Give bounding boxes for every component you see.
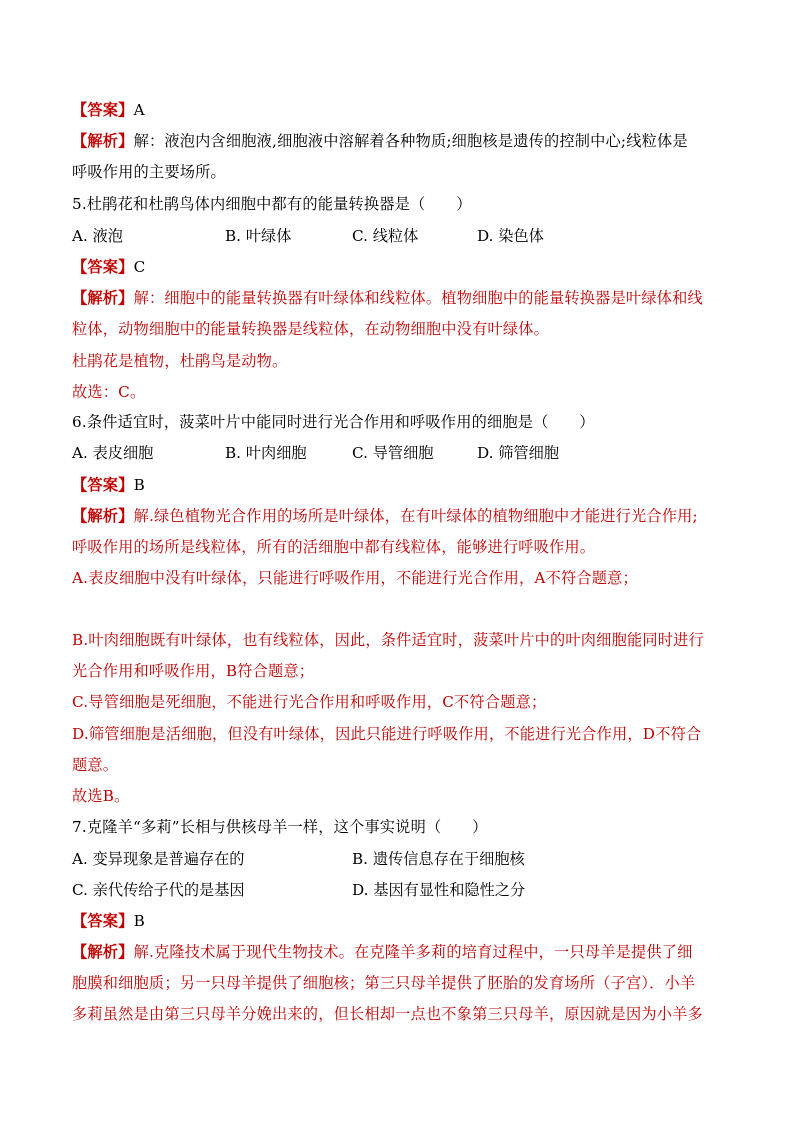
option-a: A. 液泡 bbox=[72, 227, 123, 245]
analysis-line: C.导管细胞是死细胞，不能进行光合作用和呼吸作用，C不符合题意； bbox=[72, 693, 547, 711]
option-d: D. 筛管细胞 bbox=[477, 444, 560, 462]
analysis-line: D.筛管细胞是活细胞，但没有叶绿体，因此只能进行呼吸作用，不能进行光合作用，D不符合 bbox=[72, 725, 702, 743]
analysis-line: 【解析】解：液泡内含细胞液,细胞液中溶解着各种物质;细胞核是遗传的控制中心;线粒体是 bbox=[72, 132, 688, 150]
analysis-line: 胞膜和细胞质；另一只母羊提供了细胞核；第三只母羊提供了胚胎的发育场所（子宫）．小羊 bbox=[72, 974, 696, 992]
option-b: B. 叶绿体 bbox=[225, 227, 292, 245]
answer-line-5: 【答案】C bbox=[72, 258, 146, 276]
answer-line-4: 【答案】A bbox=[72, 101, 145, 119]
analysis-line: 多莉虽然是由第三只母羊分娩出来的，但长相却一点也不象第三只母羊，原因就是因为小羊多 bbox=[72, 1005, 703, 1023]
option-d: D. 染色体 bbox=[477, 227, 544, 245]
analysis-line: 【解析】解.克隆技术属于现代生物技术。在克隆羊多莉的培育过程中，一只母羊是提供了细 bbox=[72, 943, 693, 961]
option-c: C. 线粒体 bbox=[352, 227, 419, 245]
answer-line-7: 【答案】B bbox=[72, 912, 145, 930]
option-c: C. 导管细胞 bbox=[352, 444, 434, 462]
question-5: 5.杜鹃花和杜鹃鸟体内细胞中都有的能量转换器是（ ） bbox=[72, 195, 472, 213]
question-7: 7.克隆羊“多莉”长相与供核母羊一样，这个事实说明（ ） bbox=[72, 818, 488, 836]
analysis-line: 呼吸作用的场所是线粒体，所有的活细胞中都有线粒体，能够进行呼吸作用。 bbox=[72, 538, 596, 556]
analysis-line: 【解析】解.绿色植物光合作用的场所是叶绿体，在有叶绿体的植物细胞中才能进行光合作用; bbox=[72, 507, 698, 525]
option-d: D. 基因有显性和隐性之分 bbox=[352, 881, 526, 899]
analysis-line: 杜鹃花是植物，杜鹃鸟是动物。 bbox=[72, 352, 288, 370]
option-c: C. 亲代传给子代的是基因 bbox=[72, 881, 245, 899]
analysis-line: 粒体，动物细胞中的能量转换器是线粒体，在动物细胞中没有叶绿体。 bbox=[72, 320, 550, 338]
analysis-line: 故选：C。 bbox=[72, 383, 146, 401]
option-b: B. 叶肉细胞 bbox=[225, 444, 307, 462]
question-6: 6.条件适宜时，菠菜叶片中能同时进行光合作用和呼吸作用的细胞是（ ） bbox=[72, 413, 595, 431]
option-a: A. 表皮细胞 bbox=[72, 444, 154, 462]
option-b: B. 遗传信息存在于细胞核 bbox=[352, 850, 525, 868]
analysis-line: 故选B。 bbox=[72, 787, 130, 805]
analysis-line: 题意。 bbox=[72, 756, 119, 774]
answer-line-6: 【答案】B bbox=[72, 476, 145, 494]
analysis-line: 光合作用和呼吸作用，B符合题意； bbox=[72, 662, 315, 680]
analysis-line: 呼吸作用的主要场所。 bbox=[72, 163, 226, 181]
analysis-line: A.表皮细胞中没有叶绿体，只能进行呼吸作用，不能进行光合作用，A不符合题意； bbox=[72, 569, 638, 587]
analysis-line: 【解析】解：细胞中的能量转换器有叶绿体和线粒体。植物细胞中的能量转换器是叶绿体和线 bbox=[72, 289, 703, 307]
option-a: A. 变异现象是普遍存在的 bbox=[72, 850, 245, 868]
analysis-line: B.叶肉细胞既有叶绿体，也有线粒体，因此，条件适宜时，菠菜叶片中的叶肉细胞能同时进行 bbox=[72, 631, 704, 649]
